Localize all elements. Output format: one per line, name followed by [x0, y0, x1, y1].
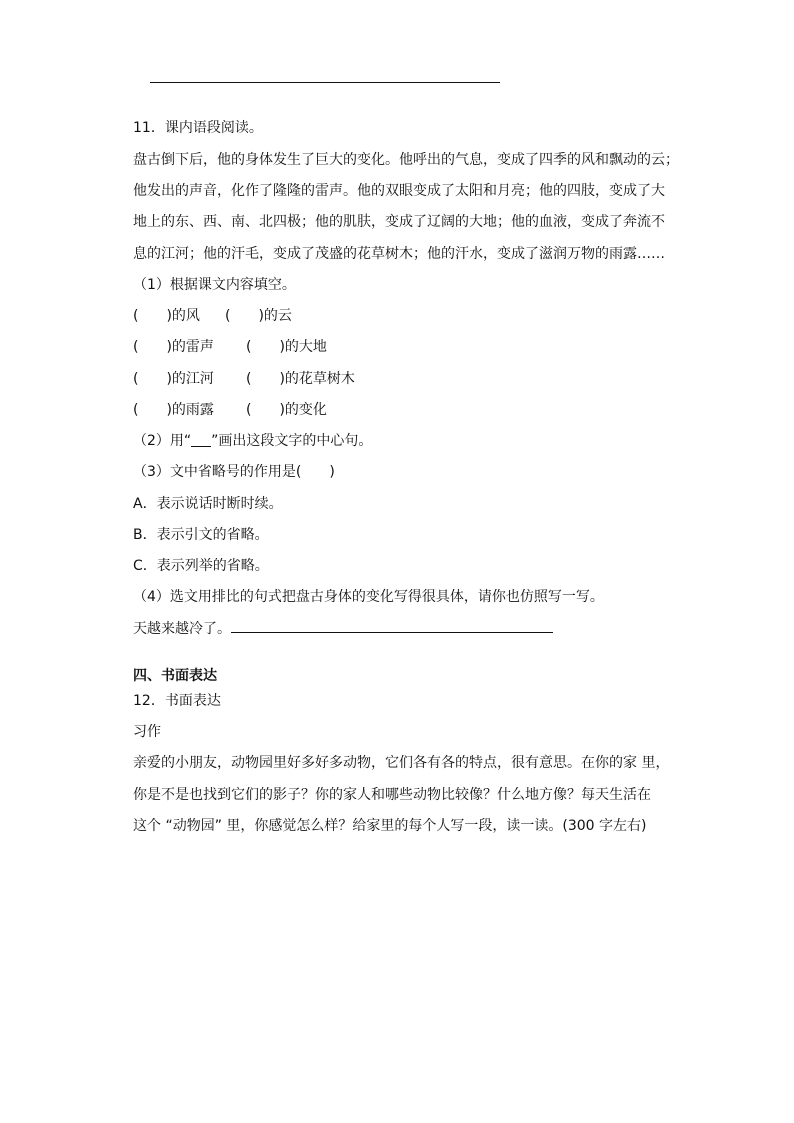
option-c: C．表示列举的省略。 — [133, 558, 269, 574]
option-a: A．表示说话时断时续。 — [133, 496, 283, 512]
passage-line-1: 盘古倒下后，他的身体发生了巨大的变化。他呼出的气息，变成了四季的风和飘动的云； — [133, 152, 679, 168]
underline-sample — [191, 432, 211, 447]
composition-line-1: 亲爱的小朋友，动物园里好多好多动物，它们各有各的特点，很有意思。在你的家 里， — [133, 755, 670, 771]
fill-pair-1-left: ( )的风 — [133, 308, 200, 324]
answer-line — [231, 632, 553, 633]
sub-question-2-after: ”画出这段文字的中心句。 — [211, 433, 373, 449]
question-12-title: 12．书面表达 — [133, 693, 221, 709]
sub-question-1: （1）根据课文内容填空。 — [133, 277, 296, 293]
composition-line-2: 你是不是也找到它们的影子？你的家人和哪些动物比较像？什么地方像？每天生活在 — [133, 787, 651, 803]
top-answer-line — [150, 82, 500, 83]
sub-question-2-before: （2）用“ — [133, 433, 192, 449]
passage-line-3: 地上的东、西、南、北四极；他的肌肤，变成了辽阔的大地；他的血液，变成了奔流不 — [133, 214, 665, 230]
fill-pair-2-left: ( )的雷声 — [133, 339, 214, 355]
sub-question-2 — [133, 431, 372, 451]
composition-line-3: 这个 “动物园” 里，你感觉怎么样？给家里的每个人写一段，读一读。(300 字左右) — [133, 818, 647, 834]
composition-label: 习作 — [133, 724, 161, 740]
question-11-title: 11．课内语段阅读。 — [133, 120, 263, 136]
fill-pair-4-right: ( )的变化 — [246, 402, 327, 418]
fill-pair-1-right: ( )的云 — [225, 308, 292, 324]
option-b: B．表示引文的省略。 — [133, 527, 269, 543]
fill-pair-2-right: ( )的大地 — [246, 339, 327, 355]
section-4-heading: 四、书面表达 — [133, 668, 217, 684]
sub-question-4: （4）选文用排比的句式把盘古身体的变化写得很具体，请你也仿照写一写。 — [133, 589, 604, 605]
sub-question-4-prompt: 天越来越冷了。 — [133, 621, 231, 637]
fill-pair-3-left: ( )的江河 — [133, 371, 214, 387]
sub-question-3: （3）文中省略号的作用是( ) — [133, 464, 335, 480]
passage-line-4: 息的江河；他的汗毛，变成了茂盛的花草树木；他的汗水，变成了滋润万物的雨露…… — [133, 246, 665, 262]
fill-pair-3-right: ( )的花草树木 — [246, 371, 355, 387]
fill-pair-4-left: ( )的雨露 — [133, 402, 214, 418]
passage-line-2: 他发出的声音，化作了隆隆的雷声。他的双眼变成了太阳和月亮；他的四肢，变成了大 — [133, 183, 665, 199]
